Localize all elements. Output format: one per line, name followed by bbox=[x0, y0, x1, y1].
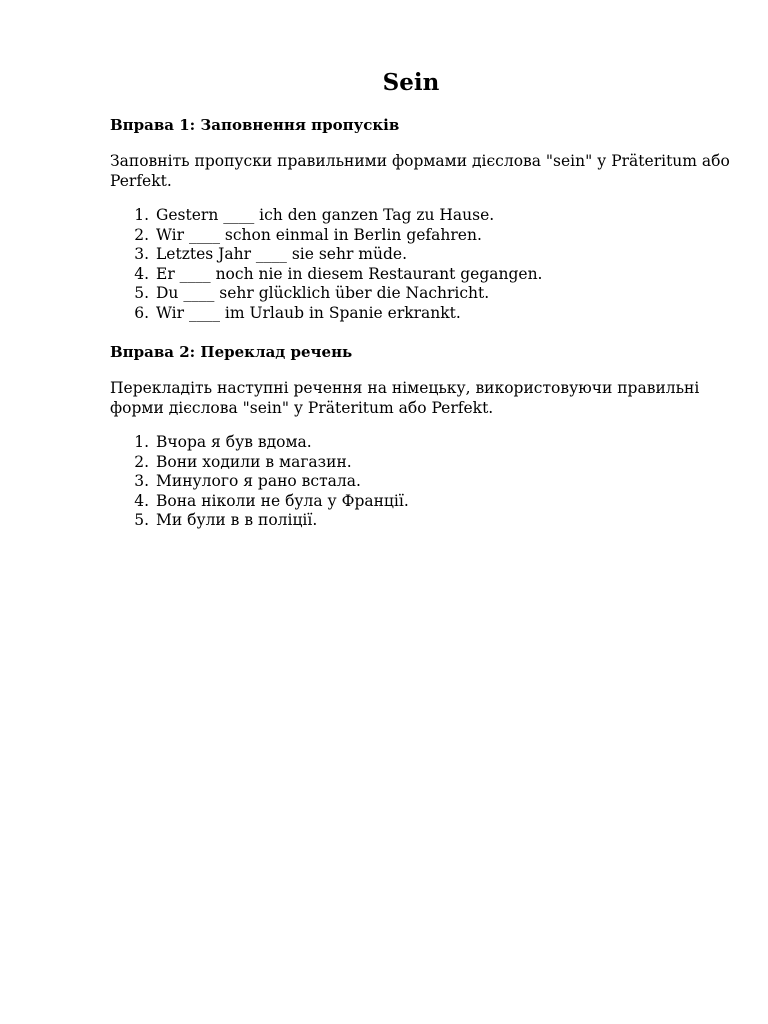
list-item bbox=[110, 206, 542, 226]
item-number: 1. bbox=[134, 206, 149, 224]
list-item bbox=[110, 472, 409, 492]
item-text: Вони ходили в магазин. bbox=[156, 452, 352, 471]
item-number: 2. bbox=[134, 452, 149, 471]
item-text: Du ____ sehr glücklich über die Nachricht. bbox=[156, 284, 490, 303]
instruction-line: Заповніть пропуски правильними формами дієслова "sein" у Präteritum або bbox=[110, 152, 730, 170]
item-number: 3. bbox=[134, 245, 149, 264]
list-item bbox=[110, 265, 542, 285]
instruction-line: Perfekt. bbox=[110, 172, 172, 190]
item-number: 3. bbox=[134, 472, 149, 491]
item-text: Вона ніколи не була у Франції. bbox=[156, 491, 409, 510]
document-title: Sein bbox=[382, 69, 440, 96]
exercise-2-instruction bbox=[110, 378, 700, 418]
instruction-line: форми дієслова "sein" у Präteritum або Perfekt. bbox=[110, 399, 494, 417]
list-item bbox=[110, 304, 542, 324]
exercise-2-list bbox=[110, 433, 409, 531]
item-text: Wir ____ schon einmal in Berlin gefahren. bbox=[156, 225, 482, 244]
list-item bbox=[110, 511, 409, 531]
item-text: Gestern ____ ich den ganzen Tag zu Hause. bbox=[156, 206, 495, 224]
list-item bbox=[110, 492, 409, 512]
list-item bbox=[110, 284, 542, 304]
list-item bbox=[110, 226, 542, 246]
list-item bbox=[110, 433, 409, 453]
item-number: 6. bbox=[134, 303, 149, 322]
item-number: 1. bbox=[134, 433, 149, 451]
item-number: 2. bbox=[134, 225, 149, 244]
item-text: Wir ____ im Urlaub in Spanie erkrankt. bbox=[156, 303, 461, 322]
exercise-1-instruction bbox=[110, 151, 730, 191]
list-item bbox=[110, 453, 409, 473]
item-text: Letztes Jahr ____ sie sehr müde. bbox=[156, 245, 408, 264]
item-number: 4. bbox=[134, 491, 149, 510]
item-text: Минулого я рано встала. bbox=[156, 472, 361, 491]
instruction-line: Перекладіть наступні речення на німецьку, використовуючи правильні bbox=[110, 379, 700, 397]
item-text: Ми були в в поліції. bbox=[156, 511, 318, 530]
item-text: Вчора я був вдома. bbox=[156, 433, 312, 451]
item-number: 5. bbox=[134, 284, 149, 303]
item-number: 4. bbox=[134, 264, 149, 283]
exercise-2-heading: Вправа 2: Переклад речень bbox=[110, 343, 353, 361]
item-text: Er ____ noch nie in diesem Restaurant gegangen. bbox=[156, 264, 543, 283]
list-item bbox=[110, 245, 542, 265]
item-number: 5. bbox=[134, 511, 149, 530]
exercise-1-heading: Вправа 1: Заповнення пропусків bbox=[110, 116, 400, 134]
exercise-1-list bbox=[110, 206, 542, 324]
